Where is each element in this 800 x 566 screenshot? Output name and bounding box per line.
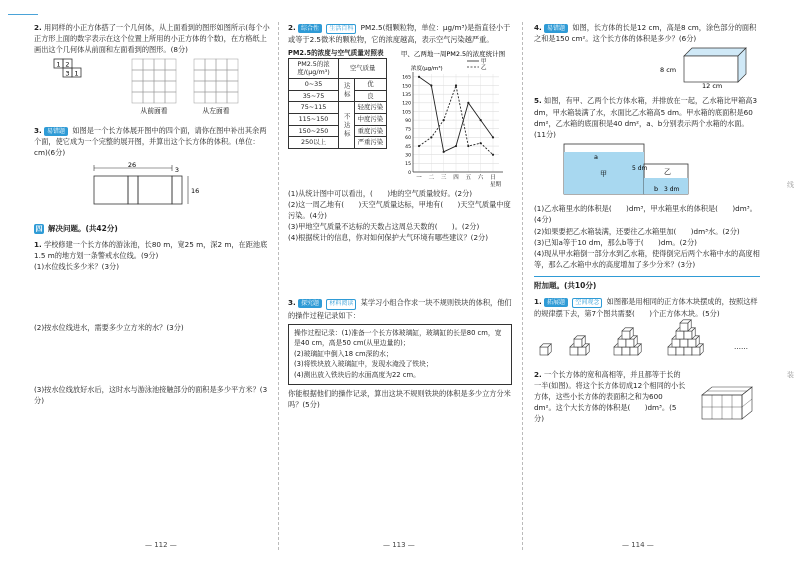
y-tick-label: 120 bbox=[402, 101, 412, 107]
grid-cell bbox=[132, 81, 143, 92]
grid-cell bbox=[165, 70, 176, 81]
grid-cell bbox=[216, 92, 227, 103]
y-tick-label: 30 bbox=[405, 153, 412, 159]
table-header: PM2.5的浓度/(μg/m³) bbox=[289, 58, 339, 78]
grid-cell bbox=[227, 81, 238, 92]
grid-cell bbox=[227, 70, 238, 81]
grid-cell bbox=[165, 59, 176, 70]
sub-question-2: (2)这一周乙地有( )天空气质量达标，甲地有( )天空气质量中度污染。(4分) bbox=[288, 199, 511, 220]
problem-4-cuboid bbox=[534, 22, 760, 91]
grid-cell bbox=[205, 70, 216, 81]
table-and-chart-row bbox=[288, 48, 512, 188]
table-header: 空气质量 bbox=[339, 58, 387, 78]
data-point bbox=[467, 101, 469, 103]
pm25-line-chart bbox=[391, 48, 509, 188]
page-number-right: — 114 — bbox=[622, 541, 654, 549]
tag-extend: 拓展题 bbox=[544, 298, 568, 307]
cuboid-diagram bbox=[534, 44, 760, 88]
data-point bbox=[455, 84, 457, 86]
data-point bbox=[480, 142, 482, 144]
table-title: PM2.5的浓度与空气质量对照表 bbox=[288, 48, 384, 57]
table-cell: 良 bbox=[354, 90, 387, 102]
sub-question-1: (1)水位线长多少米？(3分) bbox=[34, 262, 120, 272]
x-tick-label: 四 bbox=[453, 174, 459, 181]
question-text: 一个长方体的宽和高相等，并且都等于长的一半(如图)。将这个长方体切成12个相同的小长方体，这些小长方体的表面积之和为600 dm²。这个大长方体的体积是( )dm³。(5分) bbox=[534, 369, 686, 424]
x-tick-label: 六 bbox=[478, 174, 484, 181]
grid-cell bbox=[165, 81, 176, 92]
table-cell: 不达标 bbox=[339, 102, 355, 149]
sub-question-2: (2)按水位线进水，需要多少立方米的水？(3分) bbox=[34, 323, 184, 333]
extra-2-cuboid bbox=[534, 369, 760, 425]
grid-number: 2 bbox=[65, 60, 70, 69]
grid-cell bbox=[205, 59, 216, 70]
y-axis-label: 浓度(μg/m³) bbox=[411, 65, 443, 72]
sub-question-3: (3)甲地空气质量不达标的天数占这周总天数的( )。(2分) bbox=[288, 222, 480, 232]
record-line: (4)测出放入铁块后的水面高度为22 cm。 bbox=[294, 371, 420, 379]
y-tick-label: 75 bbox=[405, 127, 412, 133]
dim-26: 26 bbox=[127, 161, 137, 170]
grid-cell bbox=[205, 92, 216, 103]
page-112-column bbox=[34, 22, 272, 542]
answer-space[interactable] bbox=[288, 243, 512, 293]
cube bbox=[574, 336, 585, 347]
y-tick-label: 15 bbox=[405, 161, 412, 167]
grid-cell bbox=[165, 92, 176, 103]
grid-cell bbox=[216, 59, 227, 70]
left-view-blank-grid bbox=[194, 59, 238, 103]
question-text: 某学习小组合作求一块不规则铁块的体积，他们的操作过程记录如下： bbox=[288, 298, 512, 320]
label-yi: 乙 bbox=[664, 168, 671, 177]
question-text: 如图，有甲、乙两个长方体水箱，并排放在一起，乙水箱比甲箱高3 dm，甲水箱装满了水，水面比乙水箱高5 dm。甲水箱的底面积是60 dm²，乙水箱的底面积是40 dm²，a、b分别表示两个水箱的水面。(11分) bbox=[534, 96, 758, 139]
legend-label: 甲 bbox=[481, 58, 487, 65]
table-row bbox=[289, 125, 387, 137]
y-tick-label: 150 bbox=[402, 83, 412, 89]
section-title: 解决问题。(共42分) bbox=[48, 224, 118, 234]
table-cell: 轻度污染 bbox=[354, 102, 387, 114]
grid-cell bbox=[143, 92, 154, 103]
sub-question-3: (3)已知a等于10 dm，那么b等于( )dm。(2分) bbox=[534, 237, 697, 247]
dim-8cm: 8 cm bbox=[660, 66, 677, 75]
question-number: 1. bbox=[534, 296, 542, 306]
ellipsis: …… bbox=[734, 343, 748, 352]
question-text: PM2.5(细颗粒物，单位：μg/m³)是指直径小于或等于2.5微米的颗粒物，它的浓度越高，表示空气污染越严重。 bbox=[288, 23, 511, 45]
x-axis-label: 星期 bbox=[490, 181, 502, 188]
table-cell: 严重污染 bbox=[354, 137, 387, 149]
table-cell: 0~35 bbox=[289, 79, 339, 91]
grid-cell bbox=[194, 92, 205, 103]
y-tick-label: 0 bbox=[408, 170, 412, 176]
top-view-grid bbox=[54, 59, 81, 78]
grid-cell bbox=[154, 81, 165, 92]
table-cell: 重度污染 bbox=[354, 125, 387, 137]
data-point bbox=[418, 75, 420, 77]
section-header-solve bbox=[34, 223, 272, 235]
water-tanks-diagram bbox=[534, 140, 760, 200]
label-a: a bbox=[594, 153, 598, 162]
data-point bbox=[480, 119, 482, 121]
label-5dm: 5 dm bbox=[632, 165, 648, 173]
table-cell: 75~115 bbox=[289, 102, 339, 114]
x-tick-label: 五 bbox=[465, 174, 472, 181]
question-text: 如图，长方体的长是12 cm，高是8 cm，涂色部分的面积之和是150 cm²。这个长方体的体积是多少？(6分) bbox=[534, 23, 757, 44]
label-front-view: 从前面看 bbox=[140, 107, 168, 116]
y-tick-label: 105 bbox=[402, 109, 412, 115]
data-point bbox=[455, 145, 457, 147]
question-number: 5. bbox=[534, 96, 542, 106]
data-point bbox=[492, 153, 494, 155]
y-tick-label: 165 bbox=[402, 75, 412, 81]
extra-section-header bbox=[534, 276, 760, 292]
sub-question-4: (4)根据统计的信息，你对如何保护大气环境有哪些建议？(2分) bbox=[288, 233, 489, 243]
grid-cell bbox=[154, 70, 165, 81]
cube-pattern-diagram bbox=[534, 319, 760, 361]
data-point bbox=[443, 119, 445, 121]
label-3dm: 3 dm bbox=[664, 186, 680, 194]
grid-cell bbox=[143, 59, 154, 70]
tag-comprehensive: 综合性 bbox=[298, 24, 322, 33]
table-header-row bbox=[289, 58, 387, 78]
record-line: 操作过程记录：(1)准备一个长方体玻璃缸，玻璃缸的长是80 cm，宽是40 cm，高是50 cm(从里边量的)； bbox=[294, 328, 502, 348]
extra-1-cubes bbox=[534, 296, 760, 365]
dim-3: 3 bbox=[174, 166, 180, 175]
data-point bbox=[430, 84, 432, 86]
page-114-column bbox=[534, 22, 760, 542]
table-cell: 达标 bbox=[339, 79, 355, 102]
binding-mark: 线 bbox=[787, 181, 794, 189]
table-row bbox=[289, 90, 387, 102]
question-number: 3. bbox=[34, 125, 42, 135]
table-cell: 115~150 bbox=[289, 113, 339, 125]
data-point bbox=[430, 136, 432, 138]
table-cell: 中度污染 bbox=[354, 113, 387, 125]
grid-number: 3 bbox=[65, 69, 70, 78]
pm25-table-block bbox=[288, 48, 387, 188]
dim-12cm: 12 cm bbox=[702, 82, 723, 89]
label-left-view: 从左面看 bbox=[202, 107, 230, 116]
column-divider bbox=[278, 22, 279, 550]
y-tick-label: 135 bbox=[402, 92, 412, 98]
grid-cell bbox=[194, 81, 205, 92]
label-b: b bbox=[654, 185, 659, 194]
answer-space[interactable] bbox=[34, 272, 272, 322]
table-cell: 优 bbox=[354, 79, 387, 91]
binding-mark: 装 bbox=[787, 371, 794, 379]
legend-label: 乙 bbox=[481, 64, 487, 71]
page-number-middle: — 113 — bbox=[383, 541, 415, 549]
grid-cell bbox=[143, 81, 154, 92]
column-divider bbox=[522, 22, 523, 550]
grid-cell bbox=[227, 92, 238, 103]
sub-question-1: (1)乙水箱里水的体积是( )dm³，甲水箱里水的体积是( )dm³。(4分) bbox=[534, 204, 757, 225]
grid-cell bbox=[227, 59, 238, 70]
grid-cell bbox=[132, 70, 143, 81]
grid-number: 1 bbox=[56, 60, 61, 69]
grid-number: 1 bbox=[74, 69, 79, 78]
problem-2-pm25 bbox=[288, 22, 512, 293]
x-tick-label: 二 bbox=[428, 174, 435, 181]
tag-explore: 探究题 bbox=[298, 299, 322, 308]
y-tick-label: 45 bbox=[405, 144, 412, 150]
grid-cell bbox=[143, 70, 154, 81]
section-number-box: 四 bbox=[35, 225, 43, 234]
y-tick-label: 90 bbox=[405, 118, 412, 124]
record-line: (3)将铁块放入玻璃缸中，发现水淹没了铁块； bbox=[294, 360, 433, 369]
question-number: 4. bbox=[534, 23, 542, 32]
label-jia: 甲 bbox=[600, 170, 607, 179]
data-point bbox=[418, 145, 420, 147]
sub-question-4: (4)现从甲水箱倒一部分水到乙水箱，使得倒完后两个水箱中水的高度相等，那么乙水箱中水的高度增加了多少分米？(3分) bbox=[534, 248, 760, 270]
x-tick-label: 三 bbox=[441, 174, 447, 181]
question-text: 用同样的小正方体搭了一个几何体，从上面看到的图形如图所示(每个小正方形上面的数字表示在这个位置上所用的小正方体的个数)，在方格纸上画出这个几何体从前面和左面看到的图形。(8分) bbox=[34, 23, 270, 55]
chart-title: 甲、乙两地一周PM2.5的浓度统计图 bbox=[401, 49, 506, 58]
grid-cell bbox=[216, 70, 227, 81]
record-line: (2)玻璃缸中倒入18 cm深的水； bbox=[294, 349, 393, 358]
tag-error-prone: 易错题 bbox=[544, 24, 568, 33]
operation-record-box bbox=[288, 324, 512, 385]
grid-cell bbox=[154, 92, 165, 103]
cube bbox=[540, 344, 551, 355]
table-cell: 150~250 bbox=[289, 125, 339, 137]
data-point bbox=[492, 136, 494, 138]
table-row bbox=[289, 137, 387, 149]
table-row bbox=[289, 113, 387, 125]
table-cell: 250以上 bbox=[289, 137, 339, 149]
grid-cell bbox=[216, 81, 227, 92]
question-prompt: 你能根据他们的操作记录，算出这块不规则铁块的体积是多少立方分米吗？(5分) bbox=[288, 388, 511, 409]
problem-3-iron bbox=[288, 297, 512, 410]
sub-question-3: (3)按水位线放好水后，这时水与游泳池接触部分的面积是多少平方米？(3分) bbox=[34, 384, 268, 405]
question-number: 2. bbox=[534, 369, 542, 379]
question-number: 2. bbox=[34, 23, 42, 32]
grid-cell bbox=[194, 70, 205, 81]
problem-5-tanks bbox=[534, 95, 760, 270]
question-text: 学校修建一个长方体的游泳池，长80 m，宽25 m，深2 m，在距池底1.5 m的地方划一条警戒水位线。(9分) bbox=[34, 239, 268, 261]
answer-space[interactable] bbox=[34, 334, 272, 384]
cube bbox=[680, 320, 691, 331]
data-point bbox=[443, 150, 445, 152]
question-number: 1. bbox=[34, 239, 42, 249]
grid-cell bbox=[205, 81, 216, 92]
grid-cell bbox=[154, 59, 165, 70]
question-number: 3. bbox=[288, 298, 296, 308]
sub-question-2: (2)如果要把乙水箱装满，还要往乙水箱里加( )dm³水。(2分) bbox=[534, 226, 740, 236]
table-cell: 35~75 bbox=[289, 90, 339, 102]
y-tick-label: 60 bbox=[405, 135, 412, 141]
extra-title: 附加题。(共10分) bbox=[534, 281, 597, 291]
grid-cell bbox=[194, 59, 205, 70]
question-2-views bbox=[34, 22, 272, 121]
tag-error-prone: 易错题 bbox=[44, 127, 68, 136]
dim-16: 16 bbox=[191, 187, 200, 196]
x-tick-label: 日 bbox=[490, 174, 496, 181]
tag-reading: 材料阅读 bbox=[326, 299, 356, 309]
sub-question-1: (1)从统计图中可以看出，( )地的空气质量较好。(2分) bbox=[288, 188, 473, 198]
grid-cell bbox=[132, 59, 143, 70]
unfold-net-diagram bbox=[34, 158, 272, 214]
question-text: 如图是一个长方体展开图中的四个面，请你在图中补出其余两个面，使它成为一个完整的展开图，并算出这个长方体的体积。(单位：cm)(6分) bbox=[34, 125, 267, 157]
views-diagram bbox=[34, 55, 272, 117]
data-point bbox=[467, 145, 469, 147]
table-row bbox=[289, 79, 387, 91]
question-number: 2. bbox=[288, 23, 296, 32]
front-view-blank-grid bbox=[132, 59, 176, 103]
top-accent-line bbox=[8, 14, 38, 15]
table-row bbox=[289, 102, 387, 114]
page-number-left: — 112 — bbox=[145, 541, 177, 549]
pm25-table bbox=[288, 58, 387, 149]
x-tick-label: 一 bbox=[416, 174, 422, 181]
cube bbox=[622, 328, 633, 339]
question-text: 如图都是用相同的正方体木块摆成的，按照这样的规律摆下去，第7个图共需要( )个正方体木块。(5分) bbox=[534, 296, 758, 319]
tag-life: 生活百科 bbox=[326, 24, 356, 34]
grid-cell bbox=[132, 92, 143, 103]
problem-1-pool bbox=[34, 239, 272, 406]
tag-space: 空间观念 bbox=[572, 298, 602, 308]
page-113-column bbox=[288, 22, 512, 542]
cut-cuboid-diagram bbox=[698, 383, 758, 423]
question-3-unfold bbox=[34, 125, 272, 218]
